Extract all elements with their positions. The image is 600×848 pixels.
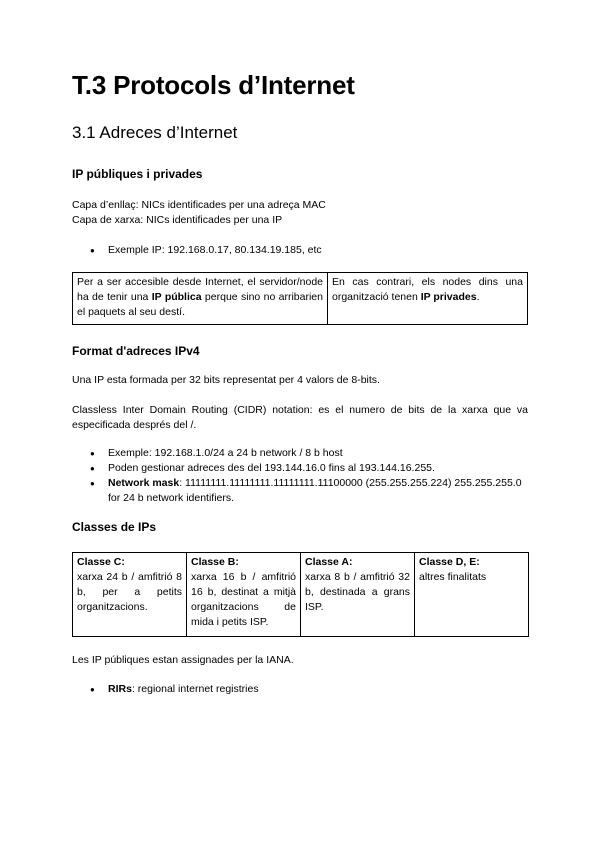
list-item-text: Exemple: 192.168.1.0/24 a 24 b network / 8 b host — [108, 447, 343, 459]
table-cell-class-a — [301, 553, 415, 637]
heading-ip-public-private: IP públiques i privades — [72, 167, 203, 181]
section-heading: 3.1 Adreces d’Internet — [72, 123, 238, 142]
cell-text: . — [476, 291, 480, 303]
cell-text: xarxa 24 b / amfitrió 8 b, per a petits organitzacions. — [77, 571, 182, 613]
table-public-private — [72, 272, 528, 325]
table-row — [73, 553, 529, 637]
list-item-bold-text: Network mask — [108, 477, 180, 489]
cell-text: En cas contrari, els nodes dins una organització tenen — [332, 276, 523, 303]
table-row — [73, 273, 528, 325]
list-item-text: Exemple IP: 192.168.0.17, 80.134.19.185, etc — [108, 244, 322, 256]
list-item-bold-text: RIRs — [108, 683, 132, 695]
bullet-list-ip-example — [90, 243, 530, 258]
list-item — [90, 243, 530, 258]
cell-text: perque sino no arribarien el paquets al seu destí. — [77, 291, 323, 318]
page-title: T.3 Protocols d’Internet — [72, 70, 355, 100]
cell-text: Per a ser accesible desde Internet, el servidor/node ha de tenir una — [77, 276, 323, 303]
bullet-list-rirs — [90, 682, 530, 697]
cell-title: Classe B: — [191, 556, 239, 568]
heading-ip-classes: Classes de IPs — [72, 520, 157, 534]
cell-title: Classe A: — [305, 556, 353, 568]
bullet-list-cidr — [90, 446, 530, 506]
paragraph-link-layer: Capa d’enllaç: NICs identificades per una adreça MAC — [72, 199, 326, 211]
table-cell-public — [73, 273, 328, 325]
heading-ipv4-format: Format d'adreces IPv4 — [72, 344, 200, 358]
list-item — [90, 682, 530, 697]
list-item — [90, 476, 530, 506]
cell-title: Classe D, E: — [419, 556, 480, 568]
list-item — [90, 446, 530, 461]
cell-text: xarxa 16 b / amfitrió 16 b, destinat a mitjà organitzacions de mida i petits ISP. — [191, 571, 296, 628]
table-ip-classes — [72, 552, 529, 637]
cell-bold-text: IP pública — [151, 291, 202, 303]
cell-text: xarxa 8 b / amfitrió 32 b, destinada a grans ISP. — [305, 571, 410, 613]
paragraph-network-layer: Capa de xarxa: NICs identificades per una IP — [72, 214, 283, 226]
paragraph-ip-bits: Una IP esta formada per 32 bits representat per 4 valors de 8-bits. — [72, 374, 380, 386]
table-cell-class-b — [187, 553, 301, 637]
cell-text: altres finalitats — [419, 571, 487, 583]
table-cell-class-c — [73, 553, 187, 637]
cell-title: Classe C: — [77, 556, 125, 568]
table-cell-private — [328, 273, 528, 325]
list-item-text: Poden gestionar adreces des del 193.144.16.0 fins al 193.144.16.255. — [108, 462, 435, 474]
cell-bold-text: IP privades — [420, 291, 477, 303]
paragraph-iana: Les IP públiques estan assignades per la IANA. — [72, 654, 294, 666]
list-item — [90, 461, 530, 476]
table-cell-class-de — [415, 553, 529, 637]
list-item-text: : regional internet registries — [131, 683, 259, 695]
paragraph-cidr: Classless Inter Domain Routing (CIDR) notation: es el numero de bits de la xarxa que va especificada després del /. — [72, 404, 528, 431]
list-item-text: : 11111111.11111111.11111111.11100000 (255.255.255.224) 255.255.255.0 for 24 b network identifiers. — [108, 477, 522, 504]
